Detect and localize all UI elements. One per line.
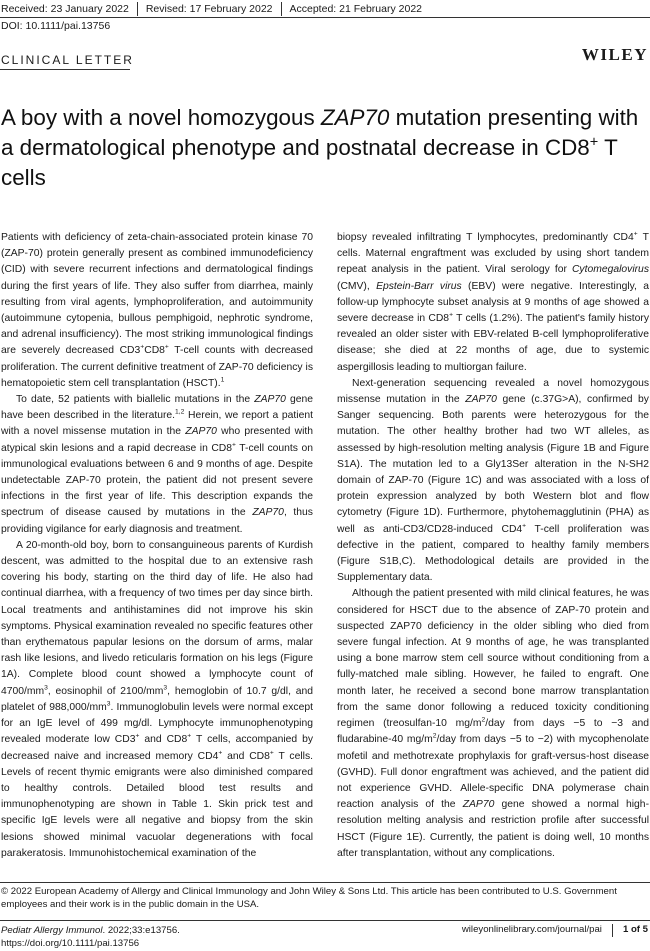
title-part-3: T cells <box>1 135 618 190</box>
paragraph: Next-generation sequencing revealed a novel homozygous missense mutation in the ZAP70 gene (c.37G>A), confirmed by Sanger sequencing. Both parents were heterozygous for the mutation. The other healthy brother had two WT alleles, as assessed by high-resolution melting analysis (Figure 1B and Figure S1A). The mutation led to a Gly13Ser alteration in the N-SH2 domain of ZAP-70 (Figure 1C) and was associated with a loss of protein expression analyzed by both Western blot and flow cytometry (Figure 1D). Furthermore, phytohemagglutinin (PHA) as well as anti-CD3/CD28-induced CD4+ T-cell proliferation was defective in the patient, compared to healthy family members (Figure S1B,C). Methodological details are provided in the Supplementary data. <box>337 377 649 584</box>
received-date: Received: 23 January 2022 <box>0 2 138 16</box>
page-number: 1 of 5 <box>622 924 648 935</box>
title-sup: + <box>589 134 599 151</box>
page-footer-right <box>462 924 648 937</box>
paragraph: biopsy revealed infiltrating T lymphocytes, predominantly CD4+ T cells. Maternal engraftment was excluded by using short tandem repeat analysis in the patient. Viral serology for Cytomegalovirus (CMV), Epstein-Barr virus (EBV) were negative. Interestingly, a follow-up lymphocyte subset analysis at 9 months of age showed a severe decrease in CD8+ T cells (1.2%). The patient's family history revealed an older sister with EBV-related B-cell lymphoproliferative disease; she died at 22 months of age, due to systemic aspergillosis leading to multiorgan failure. <box>337 230 649 373</box>
journal-citation <box>1 924 180 950</box>
footer-separator <box>612 924 613 937</box>
bottom-rule <box>0 920 650 921</box>
paragraph: To date, 52 patients with biallelic mutations in the ZAP70 gene have been described in the literature.$^{1,2}$ Herein, we report a patient with a novel missense mutation in the ZAP70 who presented with atypical skin lesions and a rapid decrease in CD8+ T-cell counts on immunological evaluations between 6 and 9 months of age. Despite undetectable ZAP-70 protein, the patient did not present severe infections in the first year of life. This description expands the spectrum of disease caused by mutations in the ZAP70, thus providing vigilance for early diagnosis and treatment. <box>1 394 313 535</box>
title-part-1: A boy with a novel homozygous <box>1 105 321 130</box>
copyright-notice: © 2022 European Academy of Allergy and Clinical Immunology and John Wiley & Sons Ltd. This article has been contributed to U.S. Government employees and their work is in the public domain in the USA. <box>1 886 617 910</box>
header-rule <box>0 17 650 18</box>
section-label: CLINICAL LETTER <box>1 53 134 67</box>
title-gene: ZAP70 <box>320 105 390 130</box>
doi[interactable]: DOI: 10.1111/pai.13756 <box>1 20 111 32</box>
journal-ref: . 2022;33:e13756. <box>102 925 180 936</box>
section-rule <box>0 69 130 70</box>
journal-name: Pediatr Allergy Immunol <box>1 925 103 936</box>
publisher-logo: WILEY <box>581 45 648 64</box>
journal-site-link[interactable]: wileyonlinelibrary.com/journal/pai <box>461 924 602 935</box>
title-part-2: mutation presenting with a dermatological phenotype and postnatal decrease in CD8 <box>1 105 639 160</box>
footer-rule <box>0 882 650 883</box>
date-bar <box>0 0 430 17</box>
body-column-right <box>337 230 649 862</box>
paragraph: A 20-month-old boy, born to consanguineous parents of Kurdish descent, was admitted to the hospital due to an extensive rash covering his body, starting on the third day of life. He also had continual diarrhea, with a frequency of two times per day since birth. Local treatments and antihistamines did not improve his skin symptoms. Physical examination revealed no specific features other than erythematous papular lesions on the dorsum of arms, malar rash like lesions, and livedo reticularis formation on his legs (Figure 1A). Complete blood count showed a lymphocyte count of $4700/mm^3$, eosinophil of $2100/mm^3$, hemoglobin of 10.7 g/dl, and platelet of $988,000/mm^3$. Immunoglobulin levels were normal except for an IgE level of 499 mg/dl. Lymphocyte immunophenotyping revealed moderate low CD3+ and CD8+ T cells, accompanied by decreased naive and increased memory CD4+ and CD8+ T cells. Levels of recent thymic emigrants were also diminished compared to healthy controls. Detailed blood test results and immunophenotyping are shown in Table 1. Skin prick test and specific IgE levels were all negative and biopsy from the skin lesions showed minimal vacuolar degenerations with focal parakeratosis. Immunohistochemical examination of the <box>1 539 314 859</box>
paragraph: Patients with deficiency of zeta-chain-associated protein kinase 70 (ZAP-70) protein generally present as combined immunodeficiency (CID) with severe recurrent infections and dermatological findings during the first years of life. They also suffer from diarrhea, mainly resulting from viral agents, lymphoproliferation, and autoimmunity (autoimmune cytopenia, bullous pemphigoid, nephrotic syndrome, and adrenal insufficiency). The most striking immunological findings are severely decreased CD3+CD8+ T-cell counts with decreased proliferation. The current definitive treatment of ZAP-70 deficiency is hematopoietic stem cell transplantation (HSCT).$^1$ <box>1 232 313 389</box>
accepted-date: Accepted: 21 February 2022 <box>289 2 423 15</box>
article-title <box>1 103 646 193</box>
revised-date: Revised: 17 February 2022 <box>138 2 282 16</box>
paragraph: Although the patient presented with mild clinical features, he was considered for HSCT due to the absence of ZAP-70 protein and suspected ZAP70 deficiency in the older sibling who died from severe fungal infection. At 9 months of age, he was transplanted using a bone marrow stem cell source without conditioning from a fully-matched male sibling. However, he failed to engraft. One month later, he received a second bone marrow transplantation from the same donor following a reduced toxicity conditioning regimen (treosulfan-10 $mg/m^2$/day from days −5 to −3 and fludarabine-40 $mg/m^2$/day from days −5 to −2) with mycophenolate mofetil and methotrexate prophylaxis for graft-versus-host disease (GVHD). Full donor engraftment was achieved, and the patient did not experience GVHD. Allele-specific DNA polymerase chain reaction analysis of the ZAP70 gene showed a normal high-resolution melting analysis and restriction profile after successful HSCT (Figure 1E). Currently, the patient is doing well, 10 months after transplantation, without any complications. <box>337 588 650 859</box>
journal-doi-link[interactable]: https://doi.org/10.1111/pai.13756 <box>1 938 140 949</box>
body-column-left <box>1 230 313 862</box>
